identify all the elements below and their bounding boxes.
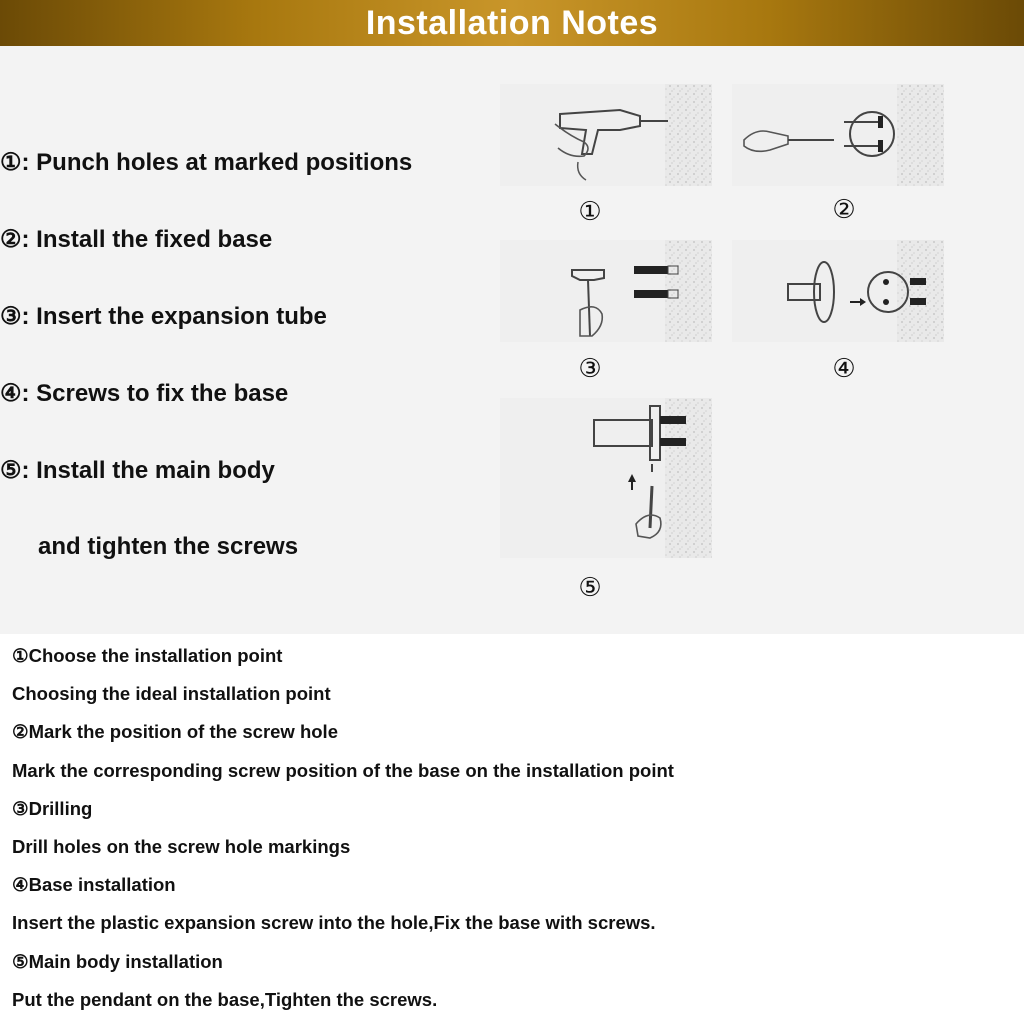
instruction-line: Choosing the ideal installation point: [12, 683, 331, 705]
step-label-2: ②: Install the fixed base: [0, 226, 273, 253]
instruction-line: ②Mark the position of the screw hole: [12, 721, 338, 743]
instruction-line: ⑤Main body installation: [12, 950, 223, 972]
page-title: Installation Notes: [365, 3, 659, 42]
step-label-1: ①: Punch holes at marked positions: [0, 149, 413, 176]
instruction-line: Insert the plastic expansion screw into the hole,Fix the base with screws.: [12, 912, 656, 934]
step-label-5-continued: and tighten the screws: [38, 533, 299, 560]
drill-wall-icon: [500, 84, 712, 186]
step-label-3: ③: Insert the expansion tube: [0, 303, 327, 330]
instructions-list: [12, 642, 1012, 1024]
hammer-tubes-icon: [500, 240, 712, 342]
instruction-line: Mark the corresponding screw position of the base on the installation point: [12, 759, 674, 781]
instruction-line: Drill holes on the screw hole markings: [12, 835, 351, 857]
instruction-line: ④Base installation: [12, 874, 176, 896]
illustration-number-2: ②: [832, 195, 856, 225]
illustration-number-4: ④: [832, 354, 856, 384]
illustration-number-5: ⑤: [578, 573, 602, 603]
illustration-number-1: ①: [578, 197, 602, 227]
header-banner: [0, 0, 1024, 46]
instruction-line: ③Drilling: [12, 797, 93, 819]
screwdriver-base-icon: [732, 84, 944, 186]
mount-base-icon: [732, 240, 944, 342]
instruction-line: ①Choose the installation point: [12, 645, 283, 666]
step-label-4: ④: Screws to fix the base: [0, 380, 289, 407]
install-body-icon: [500, 398, 712, 558]
step-label-5: ⑤: Install the main body: [0, 457, 275, 484]
instruction-line: Put the pendant on the base,Tighten the screws.: [12, 988, 438, 1010]
illustration-number-3: ③: [578, 354, 602, 384]
